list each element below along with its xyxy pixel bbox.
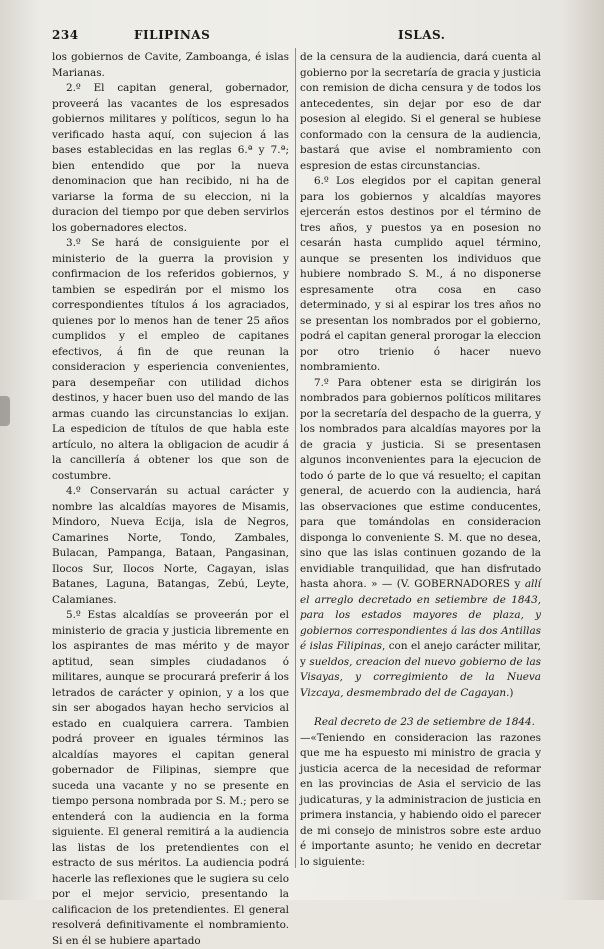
decree-title: Real decreto de 23 de setiembre de 1844. [314, 716, 535, 728]
article-7 [300, 376, 541, 702]
left-continuation: los gobiernos de Cavite, Zamboanga, é islas Marianas. [52, 51, 289, 79]
page-number: 234 [52, 28, 79, 42]
article-7-reference-end: ) [509, 686, 514, 699]
header-right-title: ISLAS. [398, 28, 446, 42]
article-7-reference-italic-2: sueldos, creacion del nuevo gobierno de las Visayas, y corregimiento de la Nueva Vizcaya, desmembrado del de Cagayan. [300, 655, 541, 699]
left-column [52, 50, 289, 949]
article-2: 2.º El capitan general, gobernador, proveerá las vacantes de los espresados gobiernos militares y políticos, segun lo ha verificado hasta aquí, con sujecion á las bases establecidas en las reglas 6.ª y 7.ª; bien entendido que por la nueva denominacion que han recibido, ni ha de variarse la forma de su eleccion, ni la duracion del tiempo por que deben servirlos los gobernadores electos. [52, 82, 289, 234]
header-left-title: FILIPINAS [134, 28, 211, 42]
article-3: 3.º Se hará de consiguiente por el ministerio de la guerra la provision y confirmacion de los referidos gobiernos, y tambien se espedirán por el mismo los correspondientes títulos á los agraciados, quienes por lo menos han de tener 25 años cumplidos y el empleo de capitanes efectivos, á fin de que reunan la consideracion y esperiencia convenientes, para desempeñar con utilidad dichos destinos, y hacer buen uso del mando de las armas cuando las circunstancias lo exijan. La espedicion de títulos de que habla este artículo, no altera la obligacion de acudir á la cancillería á obtener los que son de costumbre. [52, 237, 289, 482]
right-column [300, 50, 541, 870]
article-6: 6.º Los elegidos por el capitan general para los gobiernos y alcaldías mayores ejercerán estos destinos por el término de tres años, y puestos ya en posesion no cesarán hasta cumplido aquel término, aunque se presenten los individuos que hubiere nombrado S. M., á no disponerse espresamente otra cosa en caso determinado, y si al espirar los tres años no se presentan los nombrados por el gobierno, podrá el capitan general prorogar la eleccion por otro trienio ó hacer nuevo nombramiento. [300, 175, 541, 373]
article-7-reference: (V. GOBERNADORES y [396, 578, 521, 590]
page-edge-tab [0, 396, 10, 426]
decree-body: —«Teniendo en consideracion las razones que me ha espuesto mi ministro de gracia y justicia acerca de la necesidad de reformar en las provincias de Asia el servicio de las judicaturas, y la administracion de justicia en primera instancia, y habiendo oido el parecer de mi consejo de ministros sobre este arduo é importante asunto; he venido en decretar lo siguiente: [300, 731, 541, 868]
right-continuation: de la censura de la audiencia, dará cuenta al gobierno por la secretaría de gracia y justicia con remision de dicha censura y de todos los antecedentes, sin dejar por eso de dar posesion al elegido. Si el general se hubiese conformado con la censura de la audiencia, bastará que avise el nombramiento con espresion de estas circunstancias. [300, 51, 541, 172]
column-divider [295, 48, 296, 868]
article-4: 4.º Conservarán su actual carácter y nombre las alcaldías mayores de Misamis, Mindoro, Nueva Ecija, isla de Negros, Camarines Norte, Tondo, Zambales, Bulacan, Pampanga, Bataan, Pangasinan, Ilocos Sur, Ilocos Norte, Cagayan, islas Batanes, Laguna, Batangas, Zebú, Leyte, Calamianes. [52, 485, 289, 606]
article-7-reference-mid: , con el anejo carácter militar, y [300, 640, 541, 668]
running-header [52, 28, 564, 46]
article-7-reference-italic: allí el arreglo decretado en setiembre de 1843, para los estados mayores de plaza, y gobiernos correspondientes á las dos Antillas é islas Filipinas [300, 578, 541, 652]
article-5: 5.º Estas alcaldías se proveerán por el ministerio de gracia y justicia libremente en los aspirantes de mas mérito y de mayor aptitud, sean simples ciudadanos ó militares, aunque se procurará preferir á los letrados de carácter y opinion, y a los que sin ser abogados hayan hecho servicios al estado en cualquiera carrera. Tambien podrá proveer en iguales términos las alcaldías mayores el capitan general gobernador de Filipinas, siempre que suceda una vacante y no se presente en tiempo persona nombrada por S. M.; pero se entenderá con la audiencia en la forma siguiente. El general remitirá a la audiencia las listas de los pretendientes con el estracto de sus méritos. La audiencia podrá hacerle las reflexiones que le sugiera su celo por el mejor servicio, presentando la calificacion de los pretendientes. El general resolverá definitivamente el nombramiento. Si en él se hubiere apartado [52, 609, 289, 947]
decree-heading [300, 715, 541, 731]
article-7-body: 7.º Para obtener esta se dirigirán los nombrados para gobiernos políticos militares por la secretaría del despacho de la guerra, y los nombrados para alcaldías mayores por la de gracia y justicia. Si se presentasen algunos inconvenientes para la ejecucion de todo ó parte de lo que vá resuelto; el capitan general, de acuerdo con la audiencia, hará las observaciones que estime conducentes, para que tomándolas en consideracion disponga lo conveniente S. M. que no desea, sino que las islas continuen gozando de la envidiable tranquilidad, que han disfrutado hasta ahora. » — [300, 376, 541, 590]
